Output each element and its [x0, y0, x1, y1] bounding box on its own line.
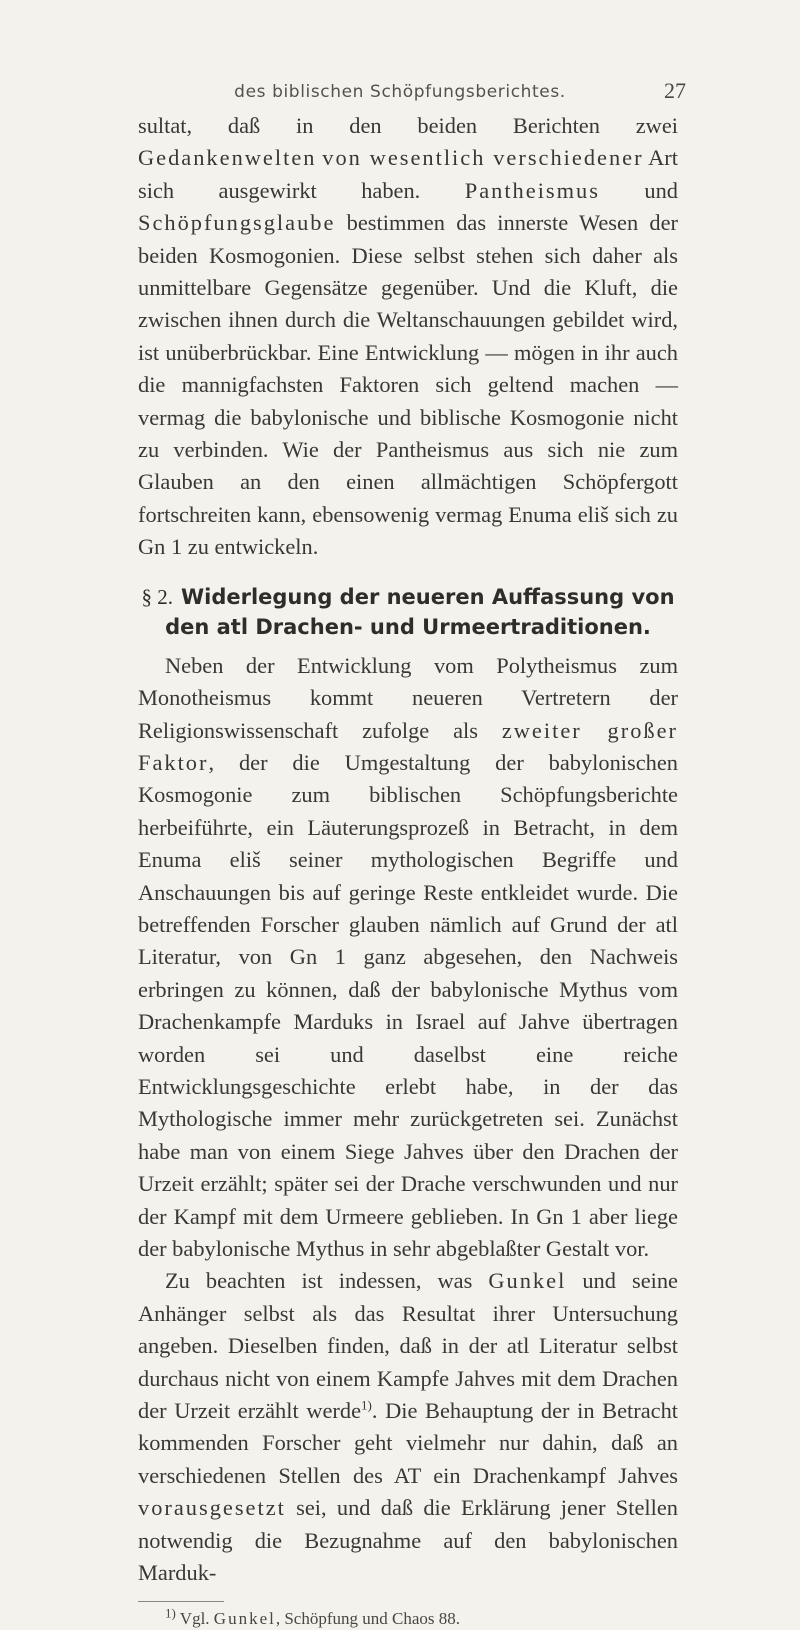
- footnote-marker: 1): [165, 1605, 176, 1621]
- body-text: [138, 110, 678, 1630]
- section-mark: § 2.: [141, 584, 173, 609]
- section-heading: [138, 582, 678, 642]
- paragraph-3: Zu beachten ist indessen, was Gunkel und seine Anhänger selbst als das Resultat ihrer Untersuchung angeben. Dieselben finden, daß in der atl Literatur selbst durchaus nicht von einem Kampfe Jahves mit dem Drachen der Urzeit erzählt werde$^{1)}$. Die Behauptung der in Betracht kommenden Forscher geht vielmehr nur dahin, daß an verschiedenen Stellen des AT ein Drachenkampf Jahves vorausgesetzt sei, und daß die Erklärung jener Stellen notwendig die Bezugnahme auf den babylonischen Marduk-: [138, 1268, 678, 1586]
- footnote-author: Gunkel: [213, 1609, 276, 1629]
- footnote-reference: 1): [361, 1397, 372, 1413]
- emphasis-zweiter-faktor: zweiter großer Faktor: [138, 717, 678, 775]
- emphasis-vorausgesetzt: vorausgesetzt: [138, 1495, 286, 1521]
- emphasis-gedankenwelten: Gedankenwelten: [138, 145, 317, 171]
- page-number: 27: [664, 78, 686, 103]
- paragraph-2: Neben der Entwicklung vom Polytheismus zum Monotheismus kommt neueren Vertretern der Religionswissenschaft zufolge als zweiter großer Faktor, der die Umgestaltung der babylonischen Kosmogonie zum biblischen Schöpfungsberichte herbeiführte, ein Läuterungsprozeß in Betracht, in dem Enuma eliš seiner mythologischen Begriffe und Anschauungen bis auf geringe Reste entkleidet wurde. Die betreffenden Forscher glauben nämlich auf Grund der atl Literatur, von Gn 1 ganz abgesehen, den Nachweis erbringen zu können, daß der babylonische Mythus vom Drachenkampfe Marduks in Israel auf Jahve übertragen worden sei und daselbst eine reiche Entwicklungsgeschichte erlebt habe, in der das Mythologische immer mehr zurückgetreten sei. Zunächst habe man von einem Siege Jahves über den Drachen der Urzeit erzählt; später sei der Drache verschwunden und nur der Kampf mit dem Urmeere geblieben. In Gn 1 aber liege der babylonische Mythus in sehr abgeblaßter Gestalt vor.: [138, 652, 678, 1261]
- emphasis-gunkel: Gunkel: [488, 1268, 567, 1294]
- emphasis-schoepfungsglaube: Schöpfungsglaube: [138, 210, 336, 236]
- footnote: $^{1)}$ Vgl. Gunkel, Schöpfung und Chaos 88.: [165, 1605, 461, 1629]
- running-title: des biblischen Schöpfungsberichtes.: [234, 82, 566, 102]
- paragraph-1: sultat, daß in den beiden Berichten zwei Gedankenwelten von wesentlich verschiedener Art sich ausgewirkt haben. Pantheismus und Schöpfungsglaube bestimmen das innerste Wesen der beiden Kosmogonien. Diese selbst stehen sich daher als unmittelbare Gegensätze gegenüber. Und die Kluft, die zwischen ihnen durch die Weltanschauungen gebildet wird, ist unüberbrückbar. Eine Entwicklung — mögen in ihr auch die mannigfachsten Faktoren sich geltend machen — vermag die babylonische und biblische Kosmogonie nicht zu verbinden. Wie der Pantheismus aus sich nie zum Glauben an den einen allmächtigen Schöpfergott fortschreiten kann, ebensowenig vermag Enuma eliš sich zu Gn 1 zu entwickeln.: [138, 113, 678, 560]
- emphasis-pantheismus: Pantheismus: [464, 177, 600, 203]
- emphasis-wesentlich: von wesentlich verschiedener: [322, 145, 644, 171]
- section-heading-text: Widerlegung der neueren Auffassung von den atl Drachen- und Urmeertraditionen.: [165, 584, 675, 639]
- footnote-rule: [138, 1601, 224, 1602]
